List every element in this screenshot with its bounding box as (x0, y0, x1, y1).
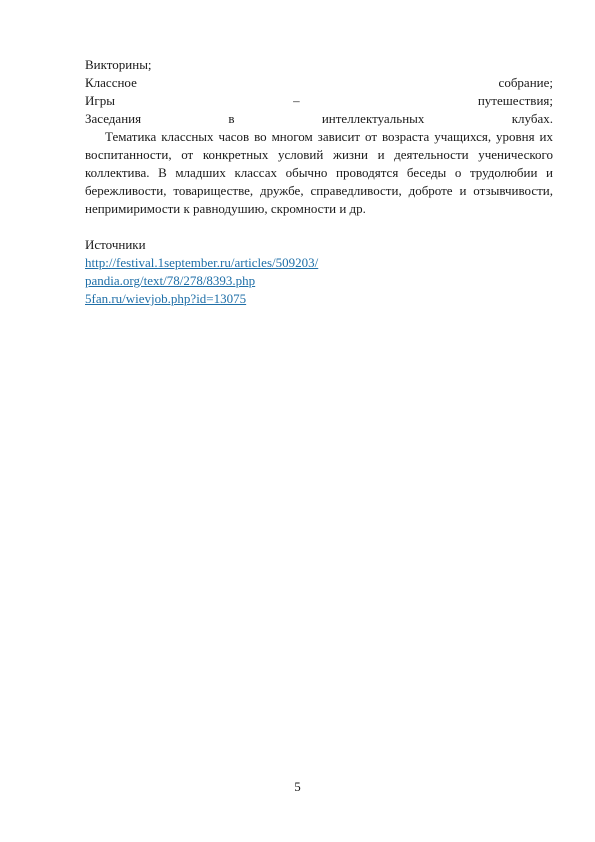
page-number: 5 (294, 779, 301, 794)
list-item-word: Заседания (85, 111, 142, 126)
list-item-word: в (228, 111, 235, 126)
list-item-word: интеллектуальных (321, 111, 425, 126)
list-item-word: путешествия; (477, 93, 553, 108)
list-item-quizzes: Викторины; (85, 57, 152, 72)
source-link-festival[interactable]: http://festival.1september.ru/articles/509203/ (85, 255, 319, 270)
sources-section (85, 236, 553, 308)
list-item-word: Игры (85, 93, 115, 108)
list-item-class-meeting (85, 74, 553, 92)
list-item-word: собрание; (498, 75, 553, 90)
page-content (85, 56, 553, 308)
source-link-pandia[interactable]: pandia.org/text/78/278/8393.php (85, 273, 256, 288)
sources-heading: Источники (85, 237, 146, 252)
body-paragraph: Тематика классных часов во многом зависит от возраста учащихся, уровня их воспитанности, от конкретных условий жизни и деятельности ученического коллектива. В младших классах обычно проводятся беседы о трудолюбии и бережливости, товариществе, дружбе, справедливости, доброте и отзывчивости, непримиримости к равнодушию, скромности и др. (85, 129, 553, 216)
list-item-word: Классное (85, 75, 137, 90)
list-item-word: клубах. (511, 111, 553, 126)
list-item-games (85, 92, 553, 110)
source-link-5fan[interactable]: 5fan.ru/wievjob.php?id=13075 (85, 291, 247, 306)
list-item-clubs (85, 110, 553, 128)
list-item-dash: – (293, 93, 300, 108)
